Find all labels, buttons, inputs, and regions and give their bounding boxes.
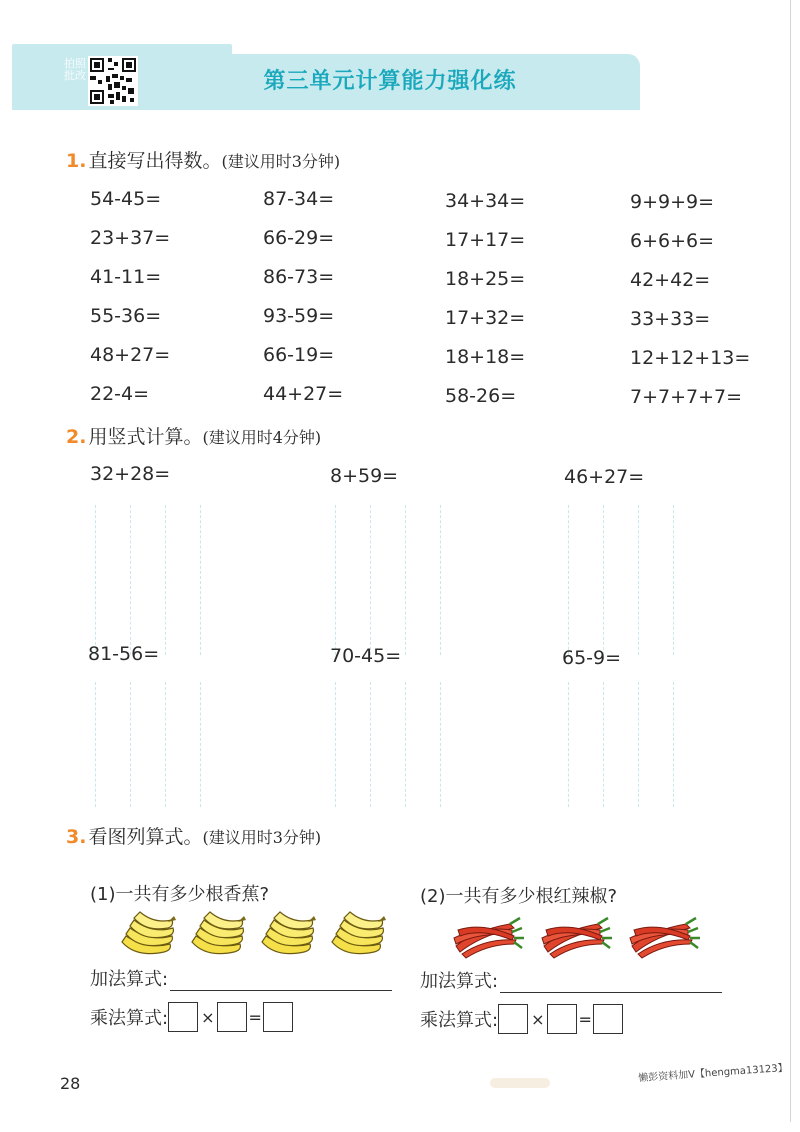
oral-problem: 22-4= [90, 383, 150, 405]
qr-code-icon[interactable] [88, 56, 138, 106]
section-1-number: 1. [66, 150, 87, 172]
oral-problem: 18+25= [445, 268, 526, 290]
watermark: 懒彭资料加V【hengma13123】 [637, 1062, 789, 1085]
oral-problem: 55-36= [90, 305, 162, 327]
question-bananas: (1)一共有多少根香蕉? [90, 884, 270, 905]
product-box[interactable] [593, 1004, 623, 1034]
addition-label: 加法算式: [90, 969, 169, 990]
multiplication-label: 乘法算式: [90, 1008, 169, 1029]
section-3-title [66, 822, 321, 849]
oral-problem: 58-26= [445, 385, 517, 407]
vertical-calc-problem: 32+28= [90, 463, 171, 485]
oral-problem: 18+18= [445, 346, 526, 368]
oral-problem: 93-59= [263, 305, 335, 327]
section-3-hint: (建议用时3分钟) [202, 828, 322, 847]
times-sign: × [531, 1009, 545, 1029]
product-box[interactable] [263, 1002, 293, 1032]
addition-label: 加法算式: [420, 971, 499, 992]
oral-problem: 34+34= [445, 190, 526, 212]
page-smudge [490, 1078, 550, 1088]
oral-problem: 12+12+13= [630, 347, 751, 369]
section-1-title [66, 146, 340, 173]
banana-bunches-image [118, 908, 408, 960]
multiplication-label: 乘法算式: [420, 1010, 499, 1031]
oral-problem: 41-11= [90, 266, 162, 288]
factor-box[interactable] [547, 1004, 577, 1034]
oral-problem: 23+37= [90, 227, 171, 249]
oral-problem: 87-34= [263, 188, 335, 210]
page-number: 28 [60, 1074, 81, 1093]
red-pepper-bunches-image [452, 910, 702, 960]
section-2-number: 2. [66, 426, 87, 448]
addition-answer-line[interactable] [170, 990, 392, 991]
vertical-calc-problem: 81-56= [88, 643, 160, 665]
section-1-hint: (建议用时3分钟) [221, 152, 341, 171]
work-area-guides[interactable] [568, 505, 678, 655]
factor-box[interactable] [498, 1004, 528, 1034]
oral-problem: 9+9+9= [630, 191, 715, 213]
addition-formula-bananas [90, 965, 392, 991]
work-area-guides[interactable] [95, 682, 205, 807]
section-2-title [66, 422, 321, 449]
section-1-heading: 直接写出得数。 [88, 150, 222, 172]
equals-sign: = [578, 1009, 592, 1029]
oral-problem: 54-45= [90, 188, 162, 210]
vertical-calc-problem: 46+27= [564, 466, 645, 488]
factor-box[interactable] [217, 1002, 247, 1032]
qr-label: 拍照批改 [64, 57, 86, 82]
work-area-guides[interactable] [335, 682, 445, 807]
multiplication-formula-bananas [90, 1002, 293, 1032]
oral-problem: 66-19= [263, 344, 335, 366]
work-area-guides[interactable] [95, 505, 205, 655]
section-2-heading: 用竖式计算。 [88, 426, 203, 448]
addition-formula-peppers [420, 967, 722, 993]
times-sign: × [201, 1007, 215, 1027]
vertical-calc-problem: 65-9= [562, 647, 622, 669]
vertical-calc-problem: 8+59= [330, 465, 399, 487]
oral-problem: 17+17= [445, 229, 526, 251]
oral-problem: 86-73= [263, 266, 335, 288]
addition-answer-line[interactable] [500, 992, 722, 993]
oral-problem: 44+27= [263, 383, 344, 405]
question-peppers: (2)一共有多少根红辣椒? [420, 886, 618, 907]
work-area-guides[interactable] [335, 505, 445, 655]
oral-problem: 7+7+7+7= [630, 386, 743, 408]
oral-problem: 17+32= [445, 307, 526, 329]
oral-problem: 48+27= [90, 344, 171, 366]
oral-problem: 6+6+6= [630, 230, 715, 252]
oral-problem: 33+33= [630, 308, 711, 330]
vertical-calc-problem: 70-45= [330, 645, 402, 667]
page-title: 第三单元计算能力强化练 [263, 69, 517, 94]
section-3-number: 3. [66, 826, 87, 848]
factor-box[interactable] [168, 1002, 198, 1032]
work-area-guides[interactable] [568, 682, 678, 807]
section-3-heading: 看图列算式。 [88, 826, 203, 848]
section-2-hint: (建议用时4分钟) [202, 428, 322, 447]
equals-sign: = [248, 1007, 262, 1027]
multiplication-formula-peppers [420, 1004, 623, 1034]
oral-problem: 42+42= [630, 269, 711, 291]
oral-problem: 66-29= [263, 227, 335, 249]
